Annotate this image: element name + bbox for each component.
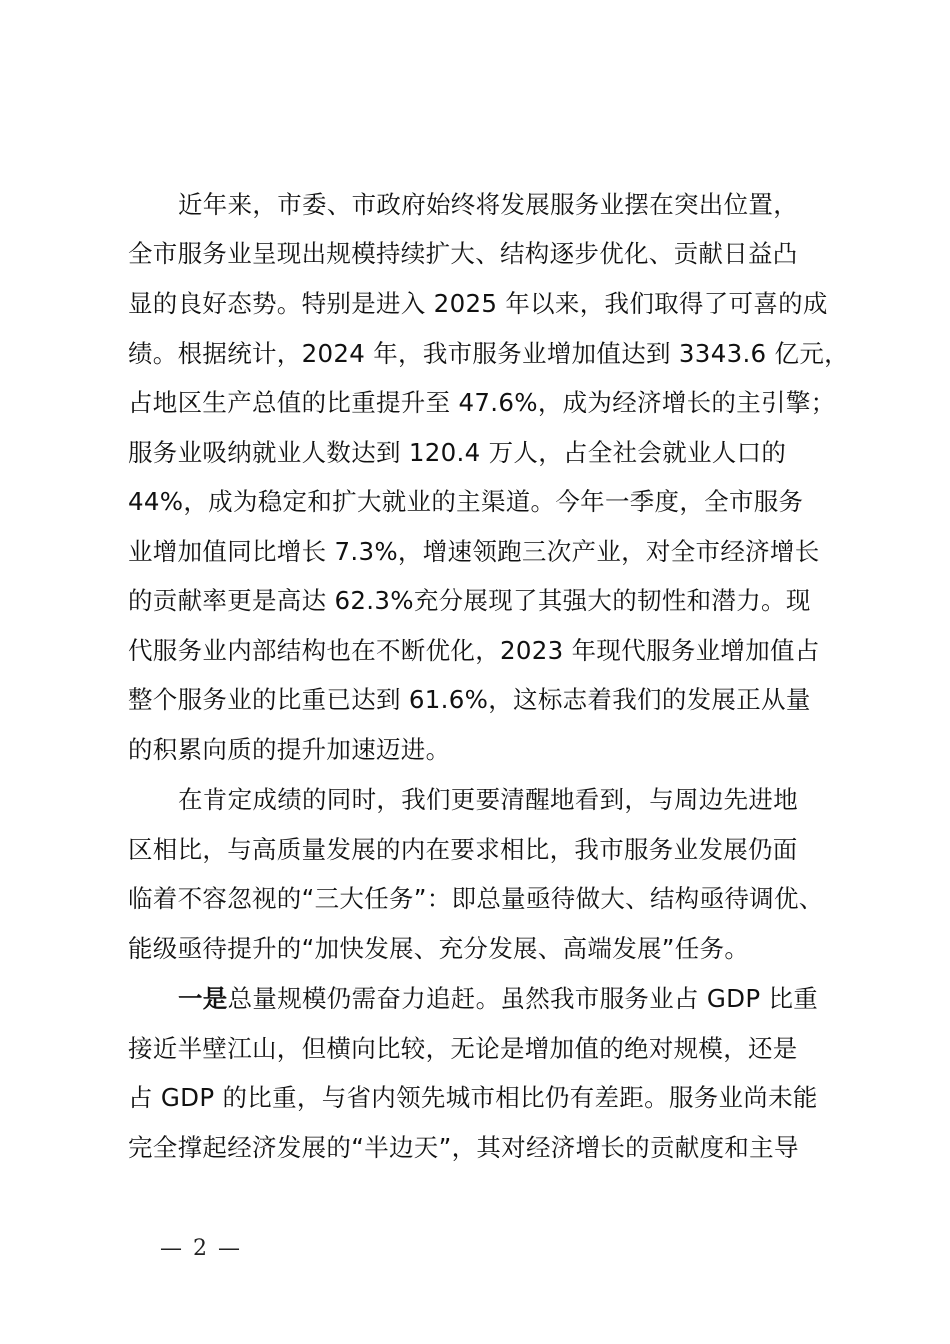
page-number: — 2 — — [160, 1236, 242, 1261]
paragraph-1-line-2: 全市服务业呈现出规模持续扩大、结构逐步优化、贡献日益凸 — [128, 239, 798, 268]
paragraph-3-line-1-text: 总量规模仍需奋力追赶。虽然我市服务业占 GDP 比重 — [227, 984, 819, 1013]
paragraph-1-line-3: 显的良好态势。特别是进入 2025 年以来，我们取得了可喜的成 — [128, 289, 828, 318]
paragraph-2-line-2: 区相比，与高质量发展的内在要求相比，我市服务业发展仍面 — [128, 835, 798, 864]
paragraph-3-line-1 — [178, 979, 898, 1019]
paragraph-1-line-9: 的贡献率更是高达 62.3%充分展现了其强大的韧性和潜力。现 — [128, 586, 811, 615]
paragraph-1-line-8: 业增加值同比增长 7.3%，增速领跑三次产业，对全市经济增长 — [128, 537, 820, 566]
paragraph-3-line-2: 接近半壁江山，但横向比较，无论是增加值的绝对规模，还是 — [128, 1034, 798, 1063]
paragraph-2-line-1: 在肯定成绩的同时，我们更要清醒地看到，与周边先进地 — [178, 785, 798, 814]
paragraph-1-line-7: 44%，成为稳定和扩大就业的主渠道。今年一季度，全市服务 — [128, 487, 804, 516]
paragraph-2-line-3: 临着不容忽视的“三大任务”：即总量亟待做大、结构亟待调优、 — [128, 884, 824, 913]
paragraph-1-line-5: 占地区生产总值的比重提升至 47.6%，成为经济增长的主引擎； — [128, 388, 836, 417]
paragraph-3-line-3: 占 GDP 的比重，与省内领先城市相比仍有差距。服务业尚未能 — [128, 1083, 818, 1112]
paragraph-1-line-4: 绩。根据统计，2024 年，我市服务业增加值达到 3343.6 亿元， — [128, 339, 849, 368]
paragraph-1-line-1: 近年来，市委、市政府始终将发展服务业摆在突出位置， — [178, 190, 798, 219]
paragraph-1-line-12: 的积累向质的提升加速迈进。 — [128, 735, 451, 764]
paragraph-2-line-4: 能级亟待提升的“加快发展、充分发展、高端发展”任务。 — [128, 934, 750, 963]
paragraph-1-line-10: 代服务业内部结构也在不断优化，2023 年现代服务业增加值占 — [128, 636, 820, 665]
paragraph-1-line-6: 服务业吸纳就业人数达到 120.4 万人，占全社会就业人口的 — [128, 438, 787, 467]
paragraph-3-line-4: 完全撑起经济发展的“半边天”，其对经济增长的贡献度和主导 — [128, 1133, 799, 1162]
paragraph-1-line-11: 整个服务业的比重已达到 61.6%，这标志着我们的发展正从量 — [128, 685, 811, 714]
bold-lead: 一是 — [178, 984, 228, 1013]
